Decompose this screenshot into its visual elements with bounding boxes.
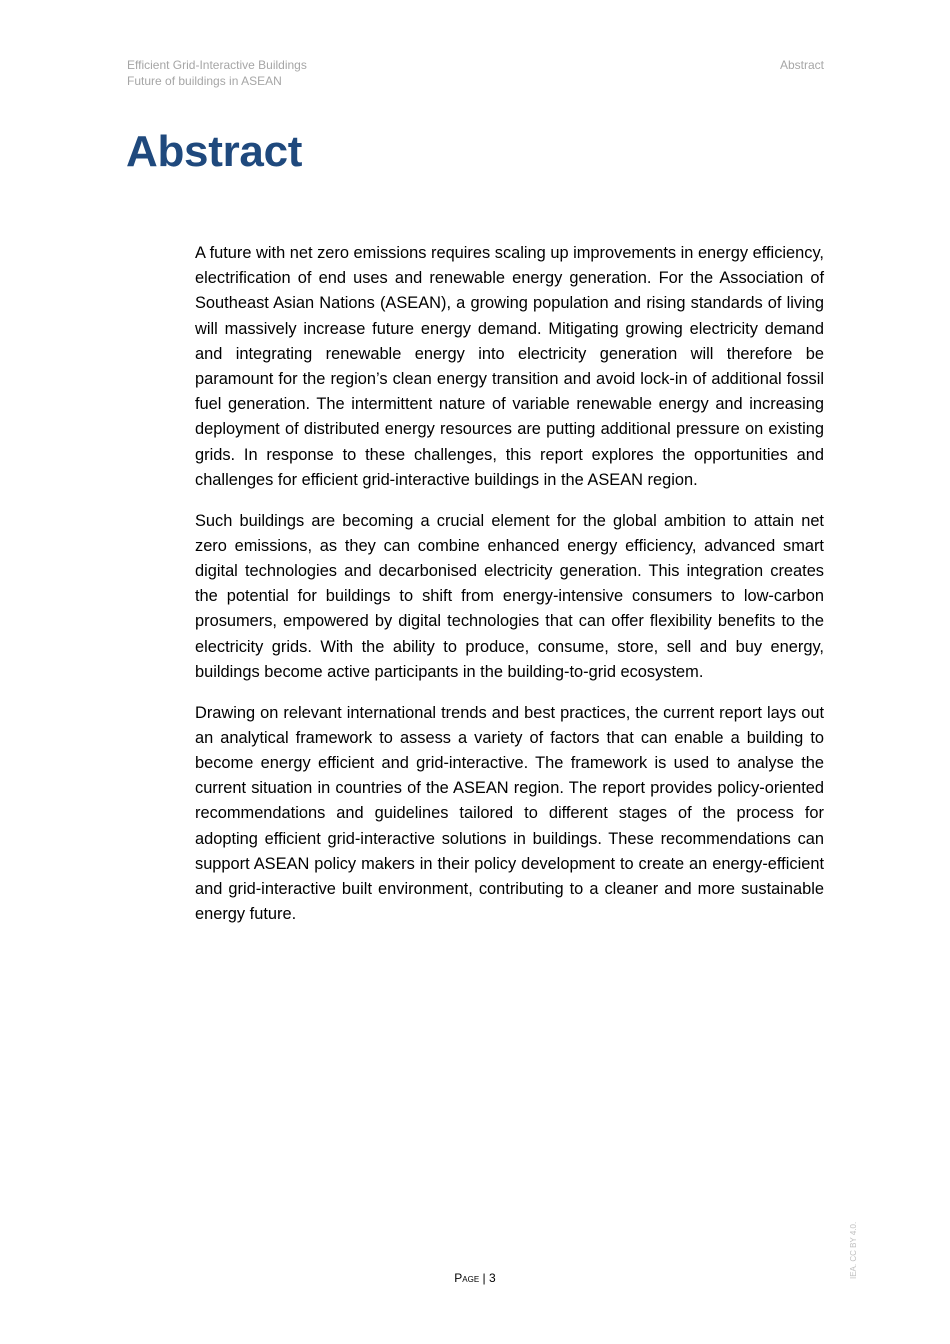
header-document-title: Efficient Grid-Interactive Buildings xyxy=(127,58,307,72)
abstract-body xyxy=(195,241,824,943)
page-label: Page xyxy=(454,1271,480,1285)
page-footer xyxy=(0,1270,950,1286)
header-document-subtitle: Future of buildings in ASEAN xyxy=(127,74,282,88)
page-separator: | xyxy=(479,1271,489,1285)
abstract-paragraph-2: Such buildings are becoming a crucial element for the global ambition to attain net zero emissions, as they can combine enhanced energy efficiency, advanced smart digital technologies and decarbonised electricity generation. This integration creates the potential for buildings to shift from energy-intensive consumers to low-carbon prosumers, empowered by digital technologies that can offer flexibility benefits to the electricity grids. With the ability to produce, consume, store, sell and buy energy, buildings become active participants in the building-to-grid ecosystem. xyxy=(195,511,824,681)
page-number: 3 xyxy=(489,1271,496,1285)
license-credit: IEA. CC BY 4.0. xyxy=(849,1221,858,1279)
running-header-left xyxy=(127,57,307,89)
abstract-paragraph-3: Drawing on relevant international trends and best practices, the current report lays out an analytical framework to assess a variety of factors that can enable a building to become energy efficient and grid-interactive. The framework is used to analyse the current situation in countries of the ASEAN region. The report provides policy-oriented recommendations and guidelines tailored to different stages of the process for adopting efficient grid-interactive solutions in buildings. These recommendations can support ASEAN policy makers in their policy development to create an energy-efficient and grid-interactive built environment, contributing to a cleaner and more sustainable energy future. xyxy=(195,703,824,924)
page-title: Abstract xyxy=(126,127,303,176)
abstract-paragraph-1: A future with net zero emissions requires scaling up improvements in energy efficiency, electrification of end uses and renewable energy generation. For the Association of Southeast Asian Nations (ASEAN), a growing population and rising standards of living will massively increase future energy demand. Mitigating growing electricity demand and integrating renewable energy into electricity generation will therefore be paramount for the region’s clean energy transition and avoid lock-in of additional fossil fuel generation. The intermittent nature of variable renewable energy and increasing deployment of distributed energy resources are putting additional pressure on existing grids. In response to these challenges, this report explores the opportunities and challenges for efficient grid-interactive buildings in the ASEAN region. xyxy=(195,244,824,489)
header-section-name: Abstract xyxy=(779,58,824,72)
